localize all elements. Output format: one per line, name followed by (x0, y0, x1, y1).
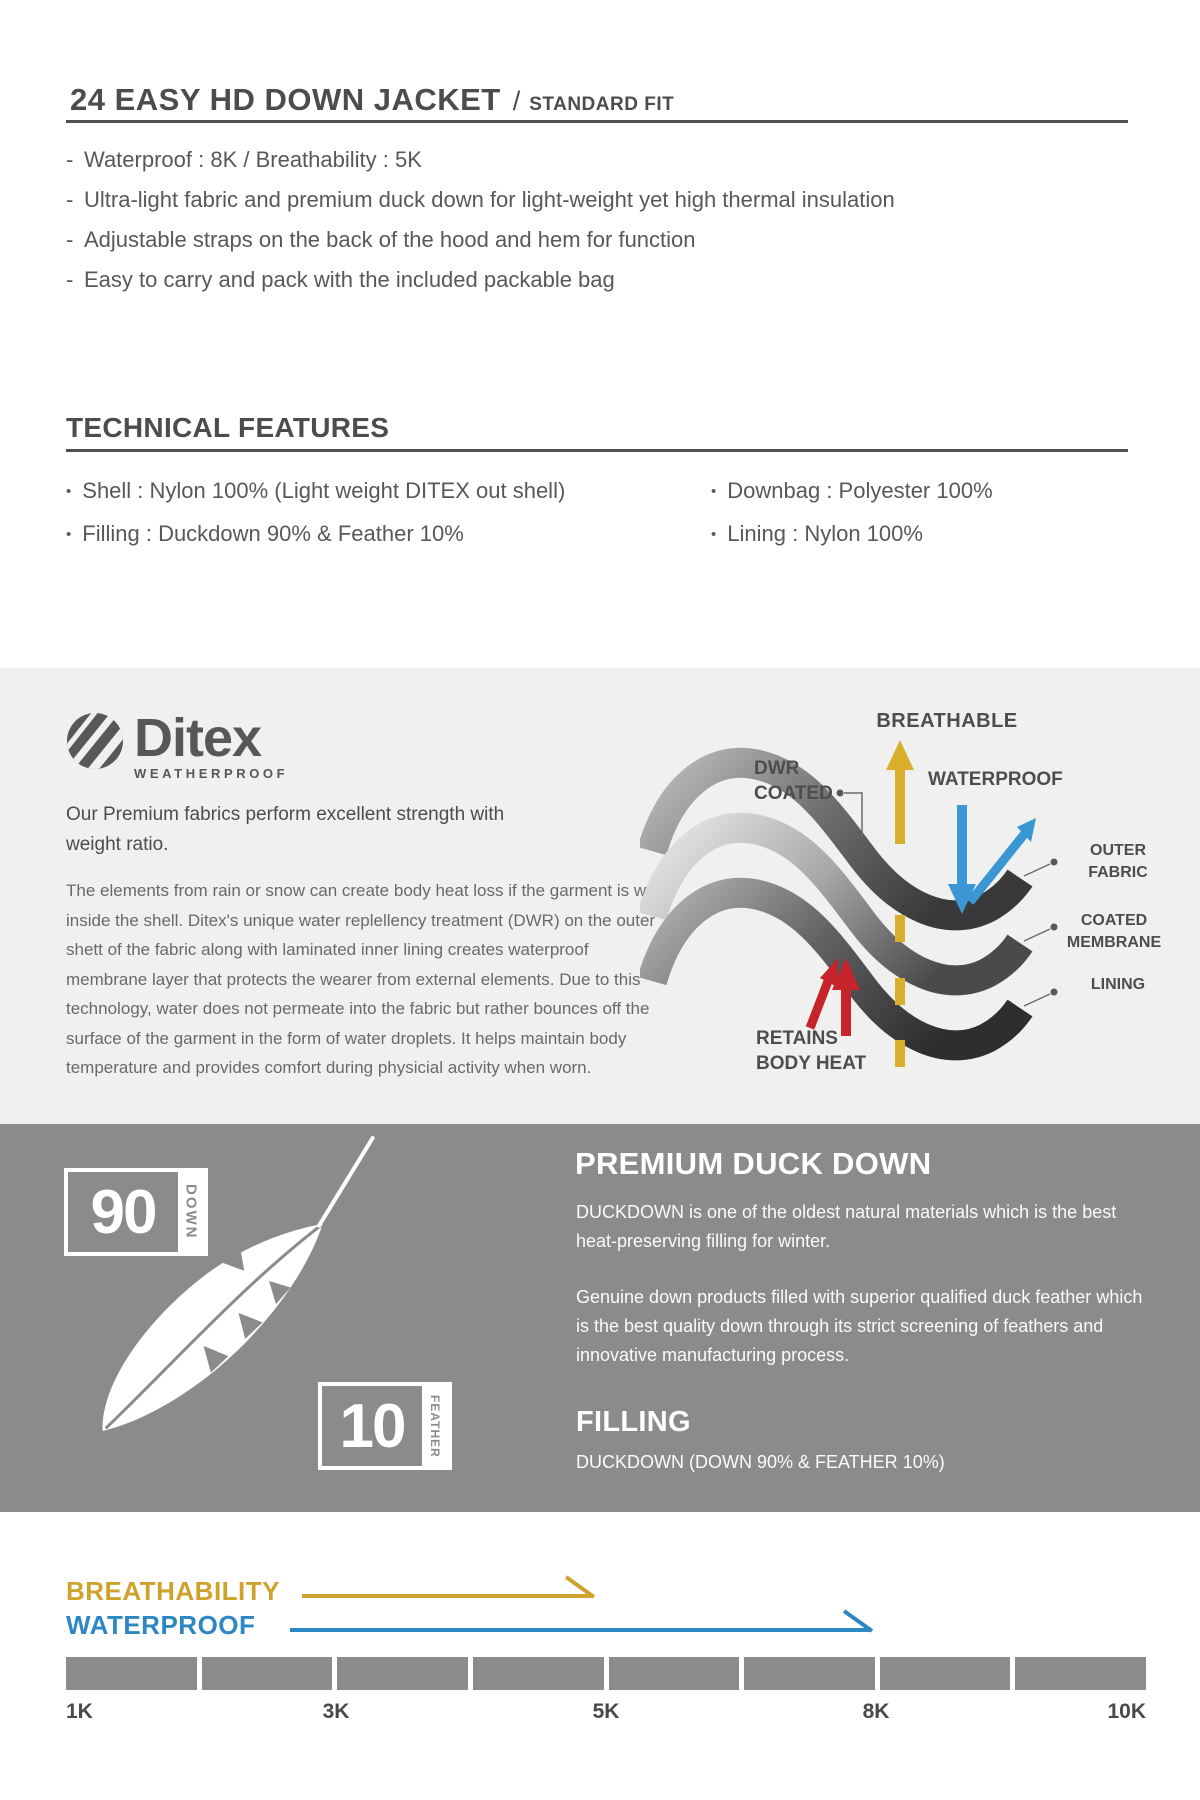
filling-heading: FILLING (576, 1406, 691, 1438)
feature-item (66, 260, 1066, 300)
ditex-brand-text: Ditex (134, 708, 262, 768)
bar-segment (1015, 1657, 1146, 1690)
outer-fabric-label: OUTER FABRIC (1088, 842, 1148, 881)
ditex-wordmark (134, 708, 289, 781)
bar-segment (609, 1657, 740, 1690)
bullet-dot: • (66, 482, 72, 500)
spec-downbag (711, 478, 993, 504)
spec-text: Downbag : Polyester 100% (727, 478, 993, 503)
coated-membrane-label: COATED MEMBRANE (1066, 912, 1162, 951)
bullet-dash: - (66, 147, 74, 172)
breathable-label: BREATHABLE (876, 710, 1018, 732)
spec-shell (66, 478, 565, 504)
spec-text: Shell : Nylon 100% (Light weight DITEX out shell) (82, 478, 566, 503)
feather-10-badge (318, 1382, 452, 1470)
premium-duck-down-heading: PREMIUM DUCK DOWN (575, 1146, 932, 1181)
down-90-value: 90 (90, 1177, 156, 1247)
spec-text: Filling : Duckdown 90% & Feather 10% (82, 521, 464, 546)
feather-10-label: FEATHER (422, 1386, 448, 1466)
down-90-badge (64, 1168, 208, 1256)
page-title: 24 EASY HD DOWN JACKET (70, 82, 501, 117)
tick-1k: 1K (66, 1700, 93, 1723)
bullet-dot: • (711, 482, 717, 500)
title-underline (66, 120, 1128, 123)
feature-item (66, 140, 1066, 180)
filling-detail: DUCKDOWN (DOWN 90% & FEATHER 10%) (576, 1452, 945, 1472)
feature-item (66, 220, 1066, 260)
fit-label: STANDARD FIT (529, 94, 675, 115)
spec-filling (66, 521, 464, 547)
bullet-dot: • (66, 525, 72, 543)
ditex-lead-paragraph: Our Premium fabrics perform excellent strength with weight ratio. (66, 804, 505, 855)
ditex-tagline-text: WEATHERPROOF (134, 766, 289, 781)
feature-item (66, 180, 1066, 220)
bar-segment (473, 1657, 604, 1690)
bullet-dot: • (711, 525, 717, 543)
ditex-circle-icon (66, 712, 124, 781)
feather-10-value: 10 (339, 1391, 405, 1461)
tick-8k: 8K (862, 1700, 890, 1723)
technical-features-heading: TECHNICAL FEATURES (66, 412, 390, 443)
spec-lining (711, 521, 923, 547)
feature-list (66, 140, 1066, 300)
rating-segment-bar (66, 1657, 1146, 1690)
bar-segment (337, 1657, 468, 1690)
bar-segment (880, 1657, 1011, 1690)
duckdown-paragraph-1: DUCKDOWN is one of the oldest natural materials which is the best heat-preserving filling for winter. (576, 1202, 1117, 1251)
feature-text: Easy to carry and pack with the included packable bag (84, 267, 615, 292)
waterproof-label: WATERPROOF (928, 769, 1063, 790)
tick-5k: 5K (592, 1700, 620, 1723)
lining-label: LINING (1090, 976, 1146, 993)
dwr-coated-label: DWR COATED (754, 758, 833, 804)
technical-features-underline (66, 449, 1128, 452)
bar-segment (66, 1657, 197, 1690)
page-title-row (70, 82, 674, 118)
retains-body-heat-label: RETAINS BODY HEAT (756, 1028, 867, 1074)
bar-segment (744, 1657, 875, 1690)
down-90-label: DOWN (178, 1172, 204, 1252)
ditex-logo (66, 708, 289, 781)
waterproof-scale-label: WATERPROOF (66, 1610, 256, 1640)
scale-pointer-lines-icon (0, 1540, 1200, 1655)
tick-10k: 10K (1107, 1700, 1146, 1723)
bullet-dash: - (66, 227, 74, 252)
ditex-body-paragraph: The elements from rain or snow can create body heat loss if the garment is wet inside the shell. Ditex's unique water replellency treatment (DWR) on the outer shett of the fabric along with laminated inner lining creates waterproof membrane layer that protects the wearer from external elements. Due to this technology, water does not permeate into the fabric but rather bounces off the surface of the garment in the form of water droplets. It helps maintain body temperature and provides comfort during physicial activity when worn. (66, 881, 661, 1077)
tick-3k: 3K (322, 1700, 350, 1723)
feature-text: Waterproof : 8K / Breathability : 5K (84, 147, 422, 172)
bullet-dash: - (66, 187, 74, 212)
title-separator: / (512, 86, 521, 116)
feature-text: Adjustable straps on the back of the hood and hem for function (84, 227, 696, 252)
feature-text: Ultra-light fabric and premium duck down for light-weight yet high thermal insulation (84, 187, 895, 212)
spec-text: Lining : Nylon 100% (727, 521, 923, 546)
bullet-dash: - (66, 267, 74, 292)
bar-segment (202, 1657, 333, 1690)
duckdown-paragraph-2: Genuine down products filled with superior qualified duck feather which is the best quality down through its strict screening of feathers and innovative manufacturing process. (576, 1287, 1143, 1365)
breathability-scale-label: BREATHABILITY (66, 1576, 281, 1606)
